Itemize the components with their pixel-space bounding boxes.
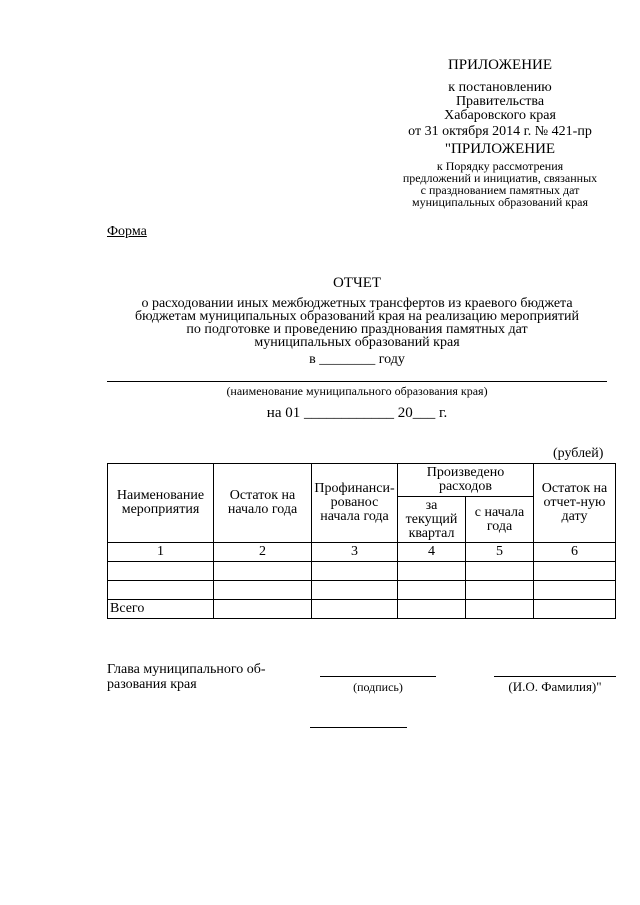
report-subtitle: по подготовке и проведению празднования памятных дат (186, 322, 528, 337)
signature-line (320, 676, 436, 677)
header-financed: Профинанси-рованос начала года (312, 464, 398, 543)
appendix-line: Правительства (455, 94, 545, 109)
head-label: Глава муниципального об- (107, 662, 266, 677)
table-cell (534, 581, 616, 600)
order-line: муниципальных образований края (412, 195, 588, 209)
order-line: к Порядку рассмотрения (436, 159, 564, 173)
units-label: (рублей) (553, 446, 604, 461)
appendix-title-2: "ПРИЛОЖЕНИЕ (444, 141, 556, 157)
header-spent-quarter: за текущий квартал (398, 497, 466, 543)
table-cell (214, 581, 312, 600)
order-line: предложений и инициатив, связанных (402, 171, 598, 185)
table-cell (108, 581, 214, 600)
report-subtitle: муниципальных образований края (254, 335, 460, 350)
head-label: разования края (107, 677, 197, 692)
report-subtitle: о расходовании иных межбюджетных трансфертов из краевого бюджета (141, 296, 573, 311)
report-subtitle: бюджетам муниципальных образований края на реализацию мероприятий (134, 309, 580, 324)
end-rule (310, 727, 407, 728)
appendix-line: Хабаровского края (444, 108, 556, 123)
table-cell (214, 562, 312, 581)
table-cell (398, 562, 466, 581)
name-caption: (И.О. Фамилия)" (508, 679, 602, 694)
header-spent-year: с начала года (466, 497, 534, 543)
header-balance-start: Остаток на начало года (214, 464, 312, 543)
table-cell (466, 562, 534, 581)
table-cell (312, 600, 398, 619)
table-cell (534, 562, 616, 581)
table-cell (108, 562, 214, 581)
report-title: ОТЧЕТ (332, 275, 382, 291)
table-row-total (108, 600, 616, 619)
column-number: 5 (466, 543, 534, 562)
appendix-resolution: от 31 октября 2014 г. № 421-пр (408, 124, 592, 139)
column-number: 1 (108, 543, 214, 562)
signature-caption: (подпись) (353, 680, 403, 694)
report-table (107, 463, 616, 619)
appendix-line: к постановлению (448, 80, 552, 95)
total-label: Всего (108, 600, 214, 619)
header-name: Наименование мероприятия (108, 464, 214, 543)
table-cell (466, 600, 534, 619)
column-number: 6 (534, 543, 616, 562)
column-number: 4 (398, 543, 466, 562)
name-line (494, 676, 616, 677)
table-cell (214, 600, 312, 619)
table-row (108, 581, 616, 600)
form-label: Форма (107, 224, 147, 239)
table-cell (398, 600, 466, 619)
table-row (108, 562, 616, 581)
report-date-line: на 01 ____________ 20___ г. (266, 405, 448, 421)
org-name-caption: (наименование муниципального образования края) (226, 384, 488, 398)
org-name-line (107, 381, 607, 382)
header-spent: Произведено расходов (398, 464, 534, 497)
column-number: 2 (214, 543, 312, 562)
report-year-line: в ________ году (309, 352, 405, 367)
table-row (108, 543, 616, 562)
table-cell (312, 562, 398, 581)
appendix-title: ПРИЛОЖЕНИЕ (447, 57, 553, 73)
table-cell (466, 581, 534, 600)
header-balance-end: Остаток на отчет-ную дату (534, 464, 616, 543)
order-line: с празднованием памятных дат (420, 183, 580, 197)
table-cell (312, 581, 398, 600)
column-number: 3 (312, 543, 398, 562)
table-cell (398, 581, 466, 600)
table-cell (534, 600, 616, 619)
